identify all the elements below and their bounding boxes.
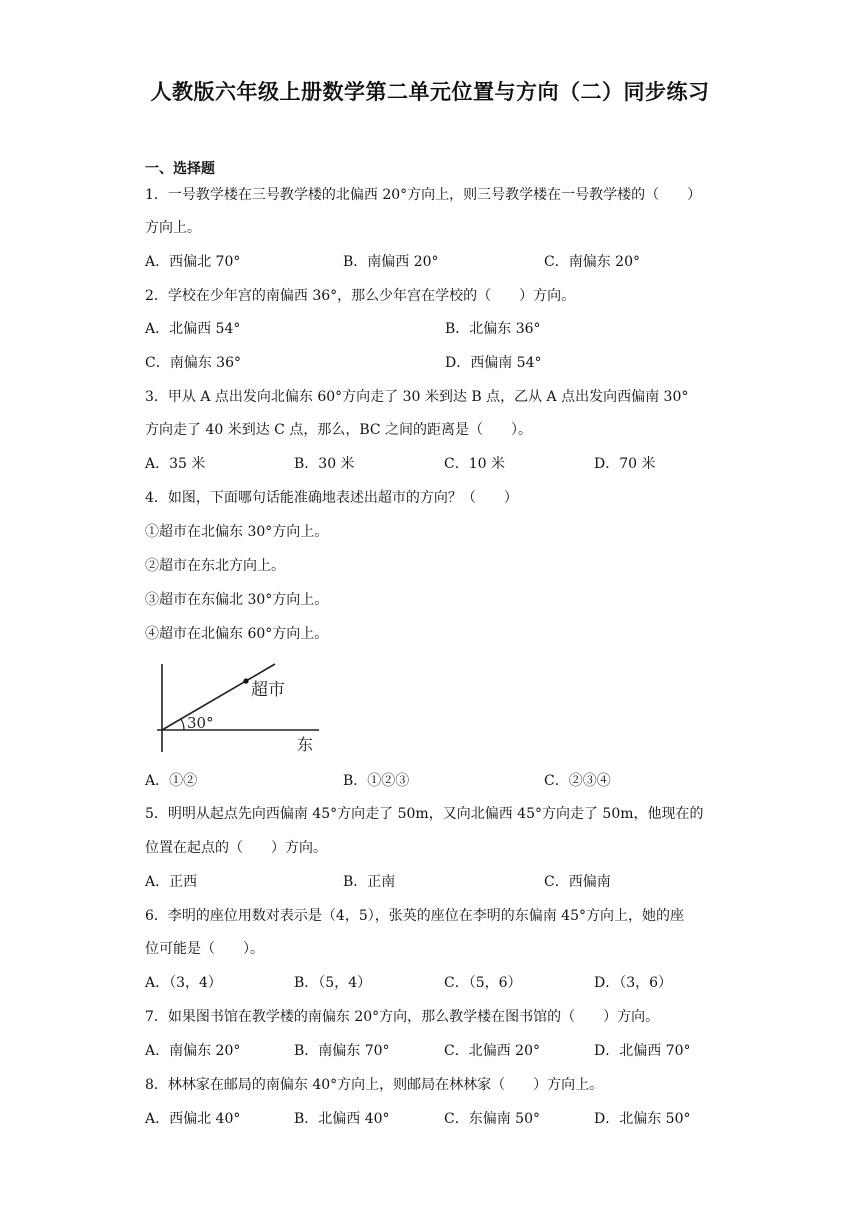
question-6-option-d[interactable]: D．（3，6） — [594, 975, 673, 991]
question-2-option-b[interactable]: B．北偏东 36° — [445, 321, 541, 337]
question-6-line-2: 位可能是（ ）。 — [145, 941, 264, 957]
question-6-option-a[interactable]: A．（3，4） — [145, 975, 222, 991]
question-5-line-2: 位置在起点的（ ）方向。 — [145, 840, 327, 856]
question-2-option-c[interactable]: C．南偏东 36° — [145, 355, 241, 371]
question-7-option-b[interactable]: B．南偏东 70° — [294, 1043, 390, 1059]
question-5-line-1: 5．明明从起点先向西偏南 45°方向走了 50m，又向北偏西 45°方向走了 50m，他现在的 — [145, 806, 704, 822]
angle-arc — [181, 719, 184, 730]
question-4-statement-2: ②超市在东北方向上。 — [145, 558, 285, 574]
question-4-statement-1: ①超市在北偏东 30°方向上。 — [145, 524, 329, 540]
question-8-option-a[interactable]: A．西偏北 40° — [145, 1111, 241, 1127]
question-3-option-c[interactable]: C．10 米 — [444, 456, 505, 472]
question-5-option-b[interactable]: B．正南 — [343, 874, 396, 890]
question-1-option-a[interactable]: A．西偏北 70° — [145, 254, 241, 270]
question-5-option-a[interactable]: A．正西 — [145, 874, 198, 890]
question-3-line-1: 3．甲从 A 点出发向北偏东 60°方向走了 30 米到达 B 点，乙从 A 点出发向西偏南 30° — [145, 389, 689, 405]
question-7-option-d[interactable]: D．北偏西 70° — [594, 1043, 691, 1059]
question-4-option-b[interactable]: B．①②③ — [343, 773, 410, 789]
question-4-statement-4: ④超市在北偏东 60°方向上。 — [145, 626, 329, 642]
east-label: 东 — [297, 735, 314, 754]
question-6-line-1: 6．李明的座位用数对表示是（4，5），张英的座位在李明的东偏南 45°方向上，她的座 — [145, 908, 684, 924]
question-8-option-b[interactable]: B．北偏西 40° — [294, 1111, 390, 1127]
question-4-line-1: 4．如图，下面哪句话能准确地表述出超市的方向？（ ） — [145, 490, 518, 506]
direction-diagram — [145, 660, 325, 756]
question-3-option-a[interactable]: A．35 米 — [145, 456, 206, 472]
question-8-option-c[interactable]: C．东偏南 50° — [444, 1111, 540, 1127]
question-1-line-2: 方向上。 — [145, 220, 201, 236]
question-2-option-a[interactable]: A．北偏西 54° — [145, 321, 241, 337]
question-7-option-c[interactable]: C．北偏西 20° — [444, 1043, 540, 1059]
question-7-option-a[interactable]: A．南偏东 20° — [145, 1043, 241, 1059]
question-3-line-2: 方向走了 40 米到达 C 点，那么，BC 之间的距离是（ ）。 — [145, 422, 533, 438]
supermarket-point — [243, 678, 248, 683]
section-heading: 一、选择题 — [145, 161, 215, 177]
question-7-line-1: 7．如果图书馆在教学楼的南偏东 20°方向，那么教学楼在图书馆的（ ）方向。 — [145, 1009, 660, 1025]
question-8-line-1: 8．林林家在邮局的南偏东 40°方向上，则邮局在林林家（ ）方向上。 — [145, 1077, 604, 1093]
question-1-option-c[interactable]: C．南偏东 20° — [544, 254, 640, 270]
question-8-option-d[interactable]: D．北偏东 50° — [594, 1111, 691, 1127]
page-title: 人教版六年级上册数学第二单元位置与方向（二）同步练习 — [150, 79, 710, 104]
question-2-line-1: 2．学校在少年宫的南偏西 36°，那么少年宫在学校的（ ）方向。 — [145, 288, 576, 304]
question-4-option-c[interactable]: C．②③④ — [544, 773, 611, 789]
supermarket-label: 超市 — [251, 680, 285, 700]
question-3-option-b[interactable]: B．30 米 — [294, 456, 355, 472]
question-1-line-1: 1．一号教学楼在三号教学楼的北偏西 20°方向上，则三号教学楼在一号教学楼的（ ） — [145, 187, 702, 203]
angle-label: 30° — [187, 714, 214, 732]
question-6-option-b[interactable]: B．（5，4） — [294, 975, 372, 991]
question-6-option-c[interactable]: C．（5，6） — [444, 975, 522, 991]
question-4-option-a[interactable]: A．①② — [145, 773, 198, 789]
question-4-statement-3: ③超市在东偏北 30°方向上。 — [145, 592, 329, 608]
question-5-option-c[interactable]: C．西偏南 — [544, 874, 611, 890]
question-3-option-d[interactable]: D．70 米 — [594, 456, 656, 472]
question-2-option-d[interactable]: D．西偏南 54° — [445, 355, 542, 371]
question-1-option-b[interactable]: B．南偏西 20° — [343, 254, 439, 270]
